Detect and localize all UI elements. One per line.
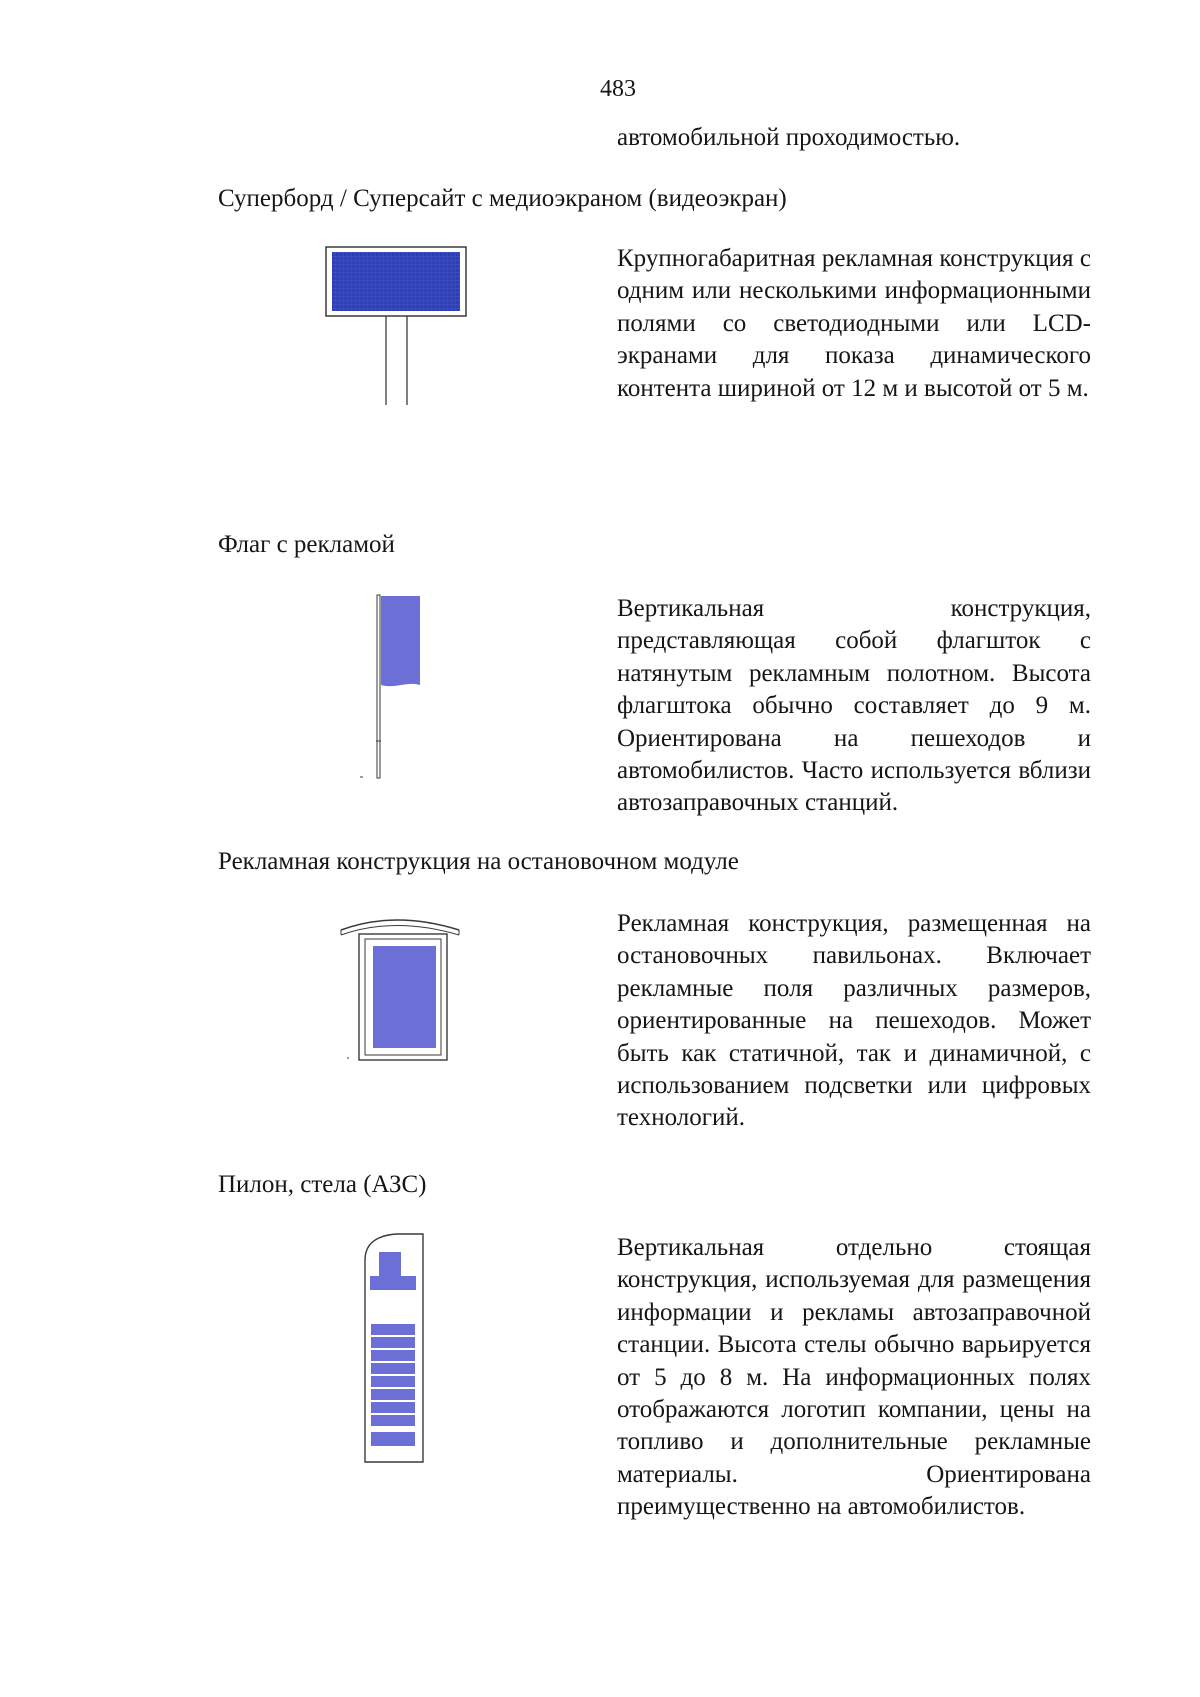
section-description-superboard (617, 243, 1091, 405)
section-heading-pylon: Пилон, стела (АЗС) (218, 1171, 427, 1198)
section-description-flag (617, 593, 1091, 820)
advertising-flag-icon (350, 593, 430, 783)
description-text: Вертикальная отдельно стоящая конструкция, используемая для размещения информации и рекламы автозаправочной станции. Высота стелы обычно варьируется от 5 до 8 м. На информационных полях отображаются логотип компании, цены на топливо и дополнительные рекламные материалы. Ориентирована преимущественно на автомобилистов. (617, 1234, 1091, 1521)
section-description-bus-stop (617, 908, 1091, 1135)
bus-stop-module-icon (335, 910, 465, 1065)
section-heading-flag: Флаг с рекламой (218, 531, 395, 558)
description-text: Вертикальная конструкция, представляющая собой флагшток с натянутым рекламным полотном. Высота флагштока обычно составляет до 9 м. Ориентирована на пешеходов и автомобилистов. Часто используется вблизи автозаправочных станций. (617, 595, 1091, 817)
billboard-screen-icon (320, 245, 480, 410)
continuation-text: автомобильной проходимостью. (617, 124, 961, 151)
section-description-pylon (617, 1232, 1091, 1524)
description-text: Рекламная конструкция, размещенная на остановочных павильонах. Включает рекламные поля различных размеров, ориентированные на пешеходов. Может быть как статичной, так и динамичной, с использованием подсветки или цифровых технологий. (617, 910, 1091, 1132)
section-heading-bus-stop: Рекламная конструкция на остановочном модуле (218, 848, 739, 875)
page-number: 483 (600, 76, 636, 102)
section-heading-superboard: Суперборд / Суперсайт с медиоэкраном (видеоэкран) (218, 185, 787, 212)
gas-station-pylon-icon (363, 1232, 429, 1468)
description-text: Крупногабаритная рекламная конструкция с одним или несколькими информационными полями со светодиодными или LCD-экранами для показа динамического контента шириной от 12 м и высотой от 5 м. (617, 245, 1091, 402)
